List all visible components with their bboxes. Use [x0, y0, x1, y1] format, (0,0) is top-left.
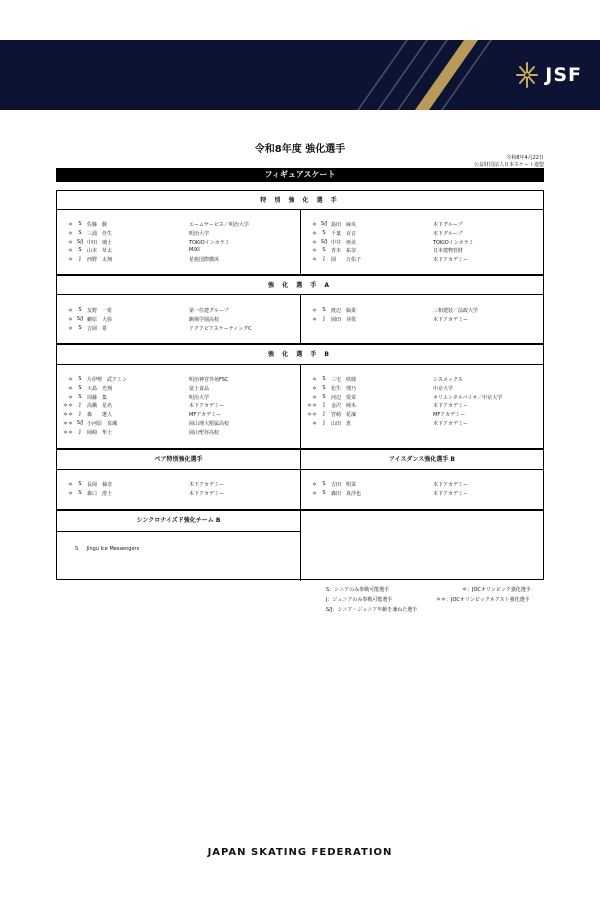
athlete-affiliation: 明治神宮外苑FSC: [189, 377, 229, 383]
athlete-affiliation: 木下アカデミー: [189, 490, 224, 497]
joc-mark: ＊: [311, 482, 317, 488]
category-code: S/J: [76, 315, 84, 322]
athlete-name: 長岡 柚奈: [87, 482, 113, 488]
joc-mark: ＊: [67, 257, 73, 264]
joc-mark: ＊＊: [62, 420, 73, 427]
athlete-name: 中井 亜美: [331, 239, 357, 246]
athlete-row: [61, 376, 297, 385]
athlete-row: [305, 221, 541, 230]
athlete-name: 佐藤 駿: [87, 222, 108, 228]
athlete-affiliation: 日本建物管財: [433, 248, 464, 255]
athlete-row: [61, 239, 297, 248]
athlete-row: [305, 307, 541, 316]
athlete-affiliation: エームサービス／明治大学: [189, 222, 249, 228]
category-code: J: [323, 315, 325, 322]
athlete-row: [61, 490, 297, 499]
joc-mark: ＊＊: [306, 403, 317, 410]
category-code: S/J: [76, 238, 84, 245]
athlete-affiliation: 三和建装／法政大学: [433, 308, 479, 314]
athlete-name: 山本 草太: [87, 248, 113, 255]
joc-mark: ＊＊: [62, 429, 73, 436]
athlete-name: 三浦 佳生: [87, 230, 113, 237]
athlete-name: 岡田 芽依: [331, 316, 357, 323]
joc-mark: ＊: [67, 385, 73, 392]
men-column: [61, 376, 297, 438]
athlete-affiliation: 木下アカデミー: [433, 482, 468, 488]
category-code: S/J: [320, 221, 328, 227]
athlete-name: 松生 理乃: [331, 385, 357, 392]
joc-mark: ＊＊: [306, 412, 317, 419]
athlete-row: [61, 385, 297, 394]
athlete-affiliation: 木下アカデミー: [189, 482, 224, 488]
athlete-row: [61, 481, 297, 490]
athlete-name: 島田 麻央: [331, 222, 357, 228]
athlete-row: [305, 230, 541, 239]
athlete-row: [61, 325, 297, 334]
category-code: S: [78, 481, 82, 487]
athlete-row: [305, 256, 541, 265]
category-code: S: [322, 393, 326, 400]
athlete-affiliation: 木下アカデミー: [433, 316, 468, 323]
joc-mark: ＊: [67, 325, 73, 332]
athlete-name: 千葉 百音: [331, 230, 357, 237]
women-column: [305, 307, 541, 325]
athlete-row: [61, 221, 297, 230]
section-a: [56, 275, 544, 344]
section-b: [56, 344, 544, 449]
athlete-row: [61, 256, 297, 265]
athlete-affiliation: 木下アカデミー: [433, 257, 468, 264]
category-code: S: [78, 221, 82, 227]
synchro-title: シンクロナイズド強化チーム B: [136, 517, 221, 524]
athlete-affiliation: 駒場学園高校: [189, 316, 220, 323]
athlete-row: [305, 420, 541, 429]
category-code: S: [78, 489, 82, 496]
column-divider: [300, 365, 301, 450]
athlete-affiliation: 木下グループ: [433, 230, 463, 237]
category-code: S: [322, 376, 326, 382]
athlete-name: 友野 一希: [87, 308, 113, 314]
athlete-affiliation: シスメックス: [433, 377, 463, 383]
athlete-name: 吉岡 希: [87, 325, 108, 332]
athlete-row: [305, 385, 541, 394]
athlete-row: [61, 420, 297, 429]
women-column: [305, 376, 541, 429]
decor-stripe-gold: [401, 40, 485, 110]
logo-text: JSF: [545, 64, 582, 86]
legend-s: S：シニアのみ参戦可能選手: [326, 587, 390, 593]
category-code: J: [79, 256, 81, 263]
athlete-name: 森田 真沙也: [331, 490, 362, 497]
athlete-affiliation: 富士食品: [189, 385, 210, 392]
category-code: J: [79, 411, 81, 418]
joc-mark: ＊: [67, 490, 73, 497]
athlete-affiliation: 木下アカデミー: [433, 490, 468, 497]
section-title: 強 化 選 手 B: [57, 345, 543, 365]
category-code: S: [78, 229, 82, 236]
athlete-affiliation: アクアピアスケーティングC: [189, 325, 252, 332]
column-divider: [300, 511, 301, 581]
category-code: S: [78, 324, 82, 331]
category-code: J: [323, 256, 325, 263]
joc-mark: ＊: [311, 316, 317, 323]
section-special: [56, 190, 544, 275]
athlete-row: [61, 316, 297, 325]
legend-joc-next: ＊＊：JOCオリンピックネクスト強化選手: [436, 597, 530, 603]
joc-mark: ＊: [311, 394, 317, 401]
athlete-name: 山田 恵: [331, 420, 352, 427]
joc-mark: ＊: [311, 230, 317, 237]
category-code: S: [322, 489, 326, 496]
athlete-name: 吉田 唄菜: [331, 482, 357, 488]
athlete-name: 小河原 泉颯: [87, 420, 118, 427]
athlete-affiliation: TOKIOインカラミ: [433, 239, 474, 246]
section-title: 強 化 選 手 A: [57, 276, 543, 295]
joc-mark: ＊: [67, 482, 73, 488]
athlete-name: 高橋 星名: [87, 403, 113, 410]
category-code: S/J: [76, 419, 84, 426]
athlete-affiliation: 第一住建グループ: [189, 308, 229, 314]
joc-mark: ＊: [311, 490, 317, 497]
athlete-name: 片伊勢 武アミン: [87, 377, 128, 383]
athlete-row: [61, 247, 297, 256]
athlete-row: [305, 376, 541, 385]
section-synchro: [56, 510, 544, 580]
category-code: J: [79, 428, 81, 435]
category-code: S: [322, 384, 326, 391]
athlete-affiliation: 岡山理大附属高校: [189, 420, 230, 427]
athlete-name: 蛯原 大弥: [87, 316, 113, 323]
snowflake-icon: [515, 61, 539, 89]
category-code: S: [75, 546, 79, 552]
joc-mark: ＊＊: [62, 403, 73, 410]
column-divider: [300, 295, 301, 345]
joc-mark: ＊: [67, 248, 73, 255]
athlete-affiliation: MFアカデミー: [433, 412, 466, 419]
legend-joc: ＊：JOCオリンピック強化選手: [462, 587, 531, 593]
men-column: [61, 221, 297, 265]
legend-j: J：ジュニアのみ参戦可能選手: [326, 597, 393, 603]
athlete-row: [61, 307, 297, 316]
joc-mark: ＊: [311, 377, 317, 383]
athlete-name: 金沢 純禾: [331, 403, 357, 410]
joc-mark: ＊: [67, 239, 73, 246]
athlete-row: [305, 411, 541, 420]
joc-mark: ＊: [67, 308, 73, 314]
athlete-affiliation: 木下アカデミー: [189, 403, 224, 410]
category-code: J: [79, 402, 81, 409]
joc-mark: ＊: [311, 248, 317, 255]
category-code: J: [323, 419, 325, 426]
athlete-affiliation: 中京大学: [433, 385, 454, 392]
team-name: Jingu Ice Messengers: [86, 546, 140, 552]
category-code: S: [78, 247, 82, 254]
header-band: [0, 40, 600, 110]
joc-mark: ＊: [311, 308, 317, 314]
category-code: S: [78, 384, 82, 391]
document-title: 令和8年度 強化選手: [254, 144, 346, 155]
joc-mark: ＊: [67, 394, 73, 401]
jsf-logo: [515, 60, 582, 90]
athlete-name: 河辺 愛菜: [331, 394, 357, 401]
category-code: S: [322, 247, 326, 254]
category-code: S/J: [320, 238, 328, 245]
column-divider: [300, 210, 301, 276]
athlete-name: 宮崎 花凜: [331, 412, 357, 419]
joc-mark: ＊: [311, 420, 317, 427]
athlete-row: [305, 490, 541, 499]
athlete-affiliation: 明治大学: [189, 230, 210, 237]
athlete-name: 森 遼人: [87, 412, 113, 419]
footer-federation: JAPAN SKATING FEDERATION: [207, 847, 393, 858]
athlete-row: [305, 247, 541, 256]
joc-mark: ＊: [311, 257, 317, 264]
joc-mark: ＊: [67, 316, 73, 323]
athlete-name: 岡崎 隼士: [87, 429, 113, 436]
athlete-row: [305, 394, 541, 403]
joc-mark: ＊: [67, 230, 73, 237]
section-pair-dance: [56, 449, 544, 510]
athlete-row: [61, 411, 297, 420]
athlete-row: [305, 239, 541, 248]
athlete-name: 青木 祐奈: [331, 248, 357, 255]
athlete-affiliation: 明治大学: [189, 394, 210, 401]
athlete-affiliation: 木下アカデミー: [433, 420, 468, 427]
dance-column: [305, 481, 541, 499]
athlete-row: [61, 394, 297, 403]
athlete-name: 西野 太翔: [87, 257, 113, 264]
issue-date: 令和8年4月22日: [506, 155, 544, 161]
joc-mark: ＊: [311, 239, 317, 246]
athlete-affiliation: MIXI: [189, 247, 200, 254]
athlete-row: [61, 230, 297, 239]
category-code: J: [323, 402, 325, 409]
dance-title: アイスダンス強化選手 B: [389, 456, 455, 463]
women-column: [305, 221, 541, 265]
athlete-affiliation: 木下アカデミー: [433, 403, 468, 410]
joc-mark: ＊: [311, 222, 317, 228]
category-code: S: [78, 307, 82, 313]
athlete-name: 三宅 咲綺: [331, 377, 357, 383]
category-code: S: [78, 393, 82, 400]
header-divider: [57, 469, 543, 470]
pair-column: [61, 481, 297, 499]
category-code: S: [322, 229, 326, 236]
athlete-affiliation: 星槎国際横浜: [189, 257, 220, 264]
category-code: J: [323, 411, 325, 418]
athlete-affiliation: オリエンタルバイオ／中京大学: [433, 394, 503, 401]
synchro-team-cell: [57, 531, 300, 581]
joc-mark: ＊: [67, 222, 73, 228]
athlete-name: 森口 澄士: [87, 490, 113, 497]
category-code: S: [78, 376, 82, 382]
athlete-row: [61, 402, 297, 411]
legend-sj: S/J：シニア・ジュニア年齢を兼ねた選手: [326, 607, 418, 613]
athlete-affiliation: MFアカデミー: [189, 412, 222, 419]
athlete-name: 岡 万佑子: [331, 257, 362, 264]
category-code: S: [322, 307, 326, 313]
athlete-name: 大島 光翔: [87, 385, 113, 392]
athlete-row: [305, 316, 541, 325]
athlete-name: 渡辺 倫果: [331, 308, 357, 314]
athlete-name: 周藤 集: [87, 394, 108, 401]
category-code: S: [322, 481, 326, 487]
joc-mark: ＊: [311, 385, 317, 392]
team-row: [75, 546, 139, 552]
athlete-affiliation: TOKIOインカラミ: [189, 239, 230, 246]
athlete-row: [305, 481, 541, 490]
athlete-row: [305, 402, 541, 411]
joc-mark: ＊: [67, 377, 73, 383]
athlete-affiliation: 岡山聖谷高校: [189, 429, 220, 436]
joc-mark: ＊＊: [62, 412, 73, 419]
athlete-name: 中田 璃士: [87, 239, 113, 246]
athlete-row: [61, 429, 297, 438]
section-title: 特 別 強 化 選 手: [57, 191, 543, 210]
pair-title: ペア特別強化選手: [154, 456, 203, 463]
men-column: [61, 307, 297, 333]
athlete-affiliation: 木下グループ: [433, 222, 463, 228]
sport-banner: フィギュアスケート: [56, 168, 544, 182]
issuer: 公益財団法人日本スケート連盟: [473, 162, 544, 168]
